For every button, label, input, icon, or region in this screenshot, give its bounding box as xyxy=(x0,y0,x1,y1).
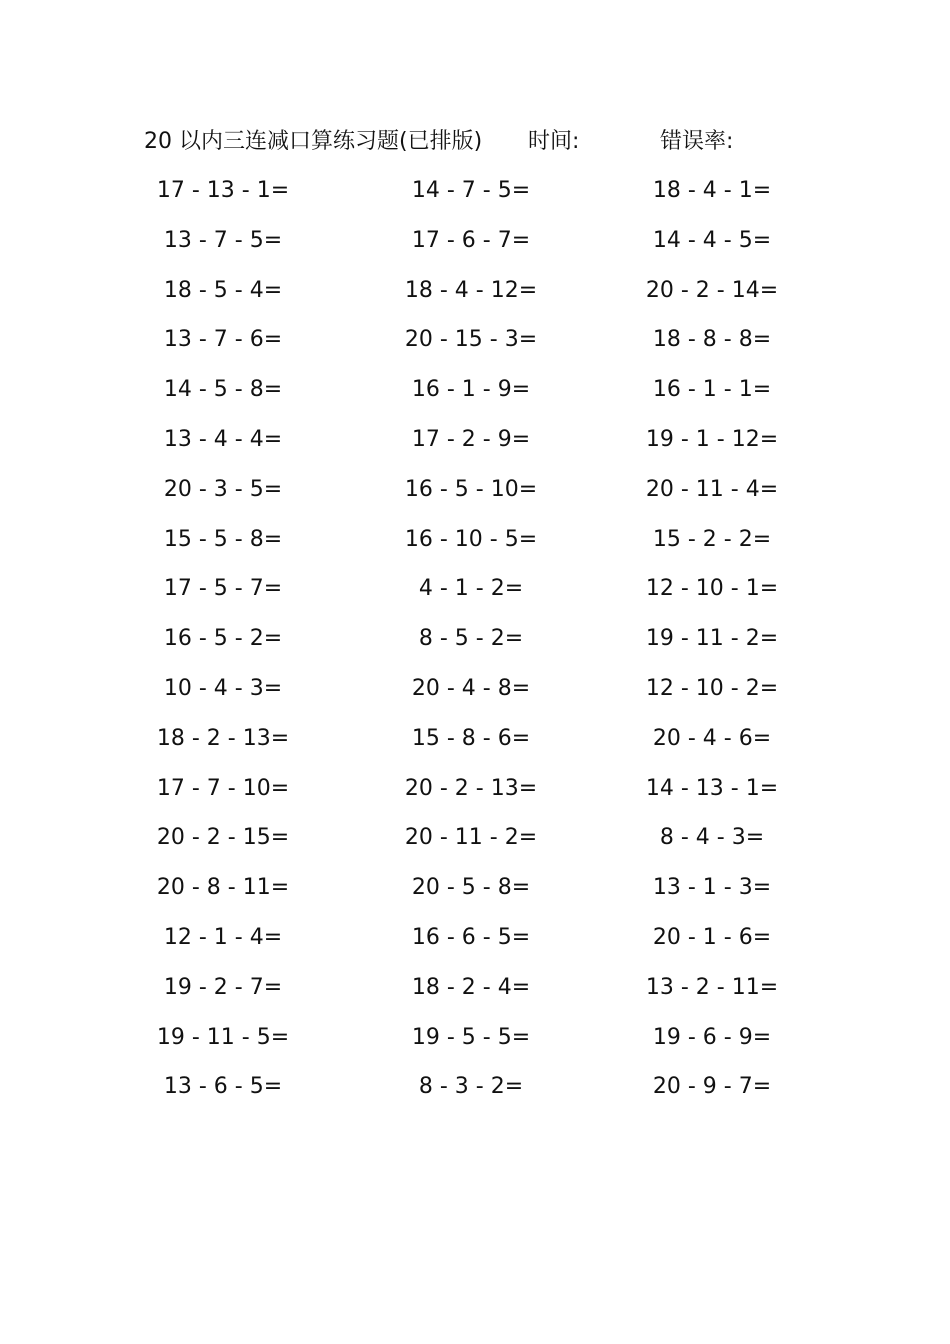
problem-cell: 13 - 2 - 11= xyxy=(645,974,779,1000)
problem-cell: 15 - 8 - 6= xyxy=(411,725,531,751)
problem-cell: 8 - 4 - 3= xyxy=(659,825,765,851)
problem-cell: 16 - 1 - 1= xyxy=(652,377,772,403)
problem-row xyxy=(0,319,950,369)
problem-cell: 17 - 7 - 10= xyxy=(156,775,290,801)
problem-cell: 17 - 2 - 9= xyxy=(411,426,531,452)
problem-cell: 18 - 4 - 12= xyxy=(404,277,538,303)
problem-cell: 18 - 5 - 4= xyxy=(163,277,283,303)
problem-row xyxy=(0,1017,950,1067)
problem-cell: 4 - 1 - 2= xyxy=(418,576,524,602)
problem-row xyxy=(0,469,950,519)
problem-cell: 20 - 2 - 14= xyxy=(645,277,779,303)
problem-row xyxy=(0,867,950,917)
problem-cell: 14 - 7 - 5= xyxy=(411,178,531,203)
problem-cell: 14 - 4 - 5= xyxy=(652,227,772,253)
problem-cell: 17 - 6 - 7= xyxy=(411,227,531,253)
problem-cell: 18 - 8 - 8= xyxy=(652,327,772,353)
problem-cell: 16 - 6 - 5= xyxy=(411,924,531,950)
problem-cell: 16 - 10 - 5= xyxy=(404,526,538,552)
problem-row xyxy=(0,369,950,419)
problem-cell: 18 - 2 - 13= xyxy=(156,725,290,751)
problem-row xyxy=(0,519,950,569)
problem-cell: 17 - 13 - 1= xyxy=(156,178,290,203)
problem-cell: 8 - 5 - 2= xyxy=(418,626,524,652)
problem-cell: 19 - 5 - 5= xyxy=(411,1024,531,1050)
problem-cell: 16 - 5 - 2= xyxy=(163,626,283,652)
worksheet-title: 20 以内三连减口算练习题(已排版) xyxy=(144,129,483,154)
problem-cell: 18 - 4 - 1= xyxy=(652,178,772,203)
problem-cell: 19 - 11 - 5= xyxy=(156,1024,290,1050)
problem-cell: 13 - 1 - 3= xyxy=(652,875,772,901)
problem-row xyxy=(0,419,950,469)
problem-cell: 19 - 2 - 7= xyxy=(163,974,283,1000)
problem-row xyxy=(0,270,950,320)
problem-cell: 14 - 13 - 1= xyxy=(645,775,779,801)
problem-row xyxy=(0,668,950,718)
problem-row xyxy=(0,568,950,618)
problem-row xyxy=(0,220,950,270)
problem-cell: 10 - 4 - 3= xyxy=(163,675,283,701)
problem-cell: 12 - 10 - 2= xyxy=(645,675,779,701)
problem-cell: 20 - 5 - 8= xyxy=(411,875,531,901)
problem-cell: 16 - 1 - 9= xyxy=(411,377,531,403)
problem-cell: 20 - 2 - 15= xyxy=(156,825,290,851)
problem-row xyxy=(0,917,950,967)
problem-cell: 13 - 4 - 4= xyxy=(163,426,283,452)
problem-cell: 13 - 6 - 5= xyxy=(163,1074,283,1100)
problem-cell: 20 - 4 - 6= xyxy=(652,725,772,751)
problem-cell: 14 - 5 - 8= xyxy=(163,377,283,403)
problem-grid xyxy=(0,170,950,1116)
problem-cell: 20 - 8 - 11= xyxy=(156,875,290,901)
error-rate-label: 错误率: xyxy=(660,129,734,154)
problem-row xyxy=(0,618,950,668)
problem-row xyxy=(0,817,950,867)
problem-row xyxy=(0,967,950,1017)
problem-cell: 17 - 5 - 7= xyxy=(163,576,283,602)
problem-row xyxy=(0,718,950,768)
problem-cell: 19 - 1 - 12= xyxy=(645,426,779,452)
problem-cell: 19 - 6 - 9= xyxy=(652,1024,772,1050)
problem-cell: 13 - 7 - 6= xyxy=(163,327,283,353)
problem-cell: 20 - 11 - 2= xyxy=(404,825,538,851)
problem-cell: 12 - 10 - 1= xyxy=(645,576,779,602)
problem-row xyxy=(0,170,950,220)
problem-row xyxy=(0,1066,950,1116)
problem-cell: 20 - 3 - 5= xyxy=(163,476,283,502)
worksheet-header xyxy=(0,124,950,160)
problem-cell: 8 - 3 - 2= xyxy=(418,1074,524,1100)
problem-cell: 18 - 2 - 4= xyxy=(411,974,531,1000)
problem-cell: 20 - 2 - 13= xyxy=(404,775,538,801)
problem-cell: 16 - 5 - 10= xyxy=(404,476,538,502)
time-label: 时间: xyxy=(528,129,580,154)
problem-cell: 19 - 11 - 2= xyxy=(645,626,779,652)
problem-cell: 20 - 4 - 8= xyxy=(411,675,531,701)
problem-cell: 20 - 15 - 3= xyxy=(404,327,538,353)
problem-cell: 20 - 9 - 7= xyxy=(652,1074,772,1100)
problem-cell: 20 - 11 - 4= xyxy=(645,476,779,502)
problem-row xyxy=(0,768,950,818)
problem-cell: 20 - 1 - 6= xyxy=(652,924,772,950)
problem-cell: 15 - 2 - 2= xyxy=(652,526,772,552)
problem-cell: 15 - 5 - 8= xyxy=(163,526,283,552)
problem-cell: 12 - 1 - 4= xyxy=(163,924,283,950)
problem-cell: 13 - 7 - 5= xyxy=(163,227,283,253)
